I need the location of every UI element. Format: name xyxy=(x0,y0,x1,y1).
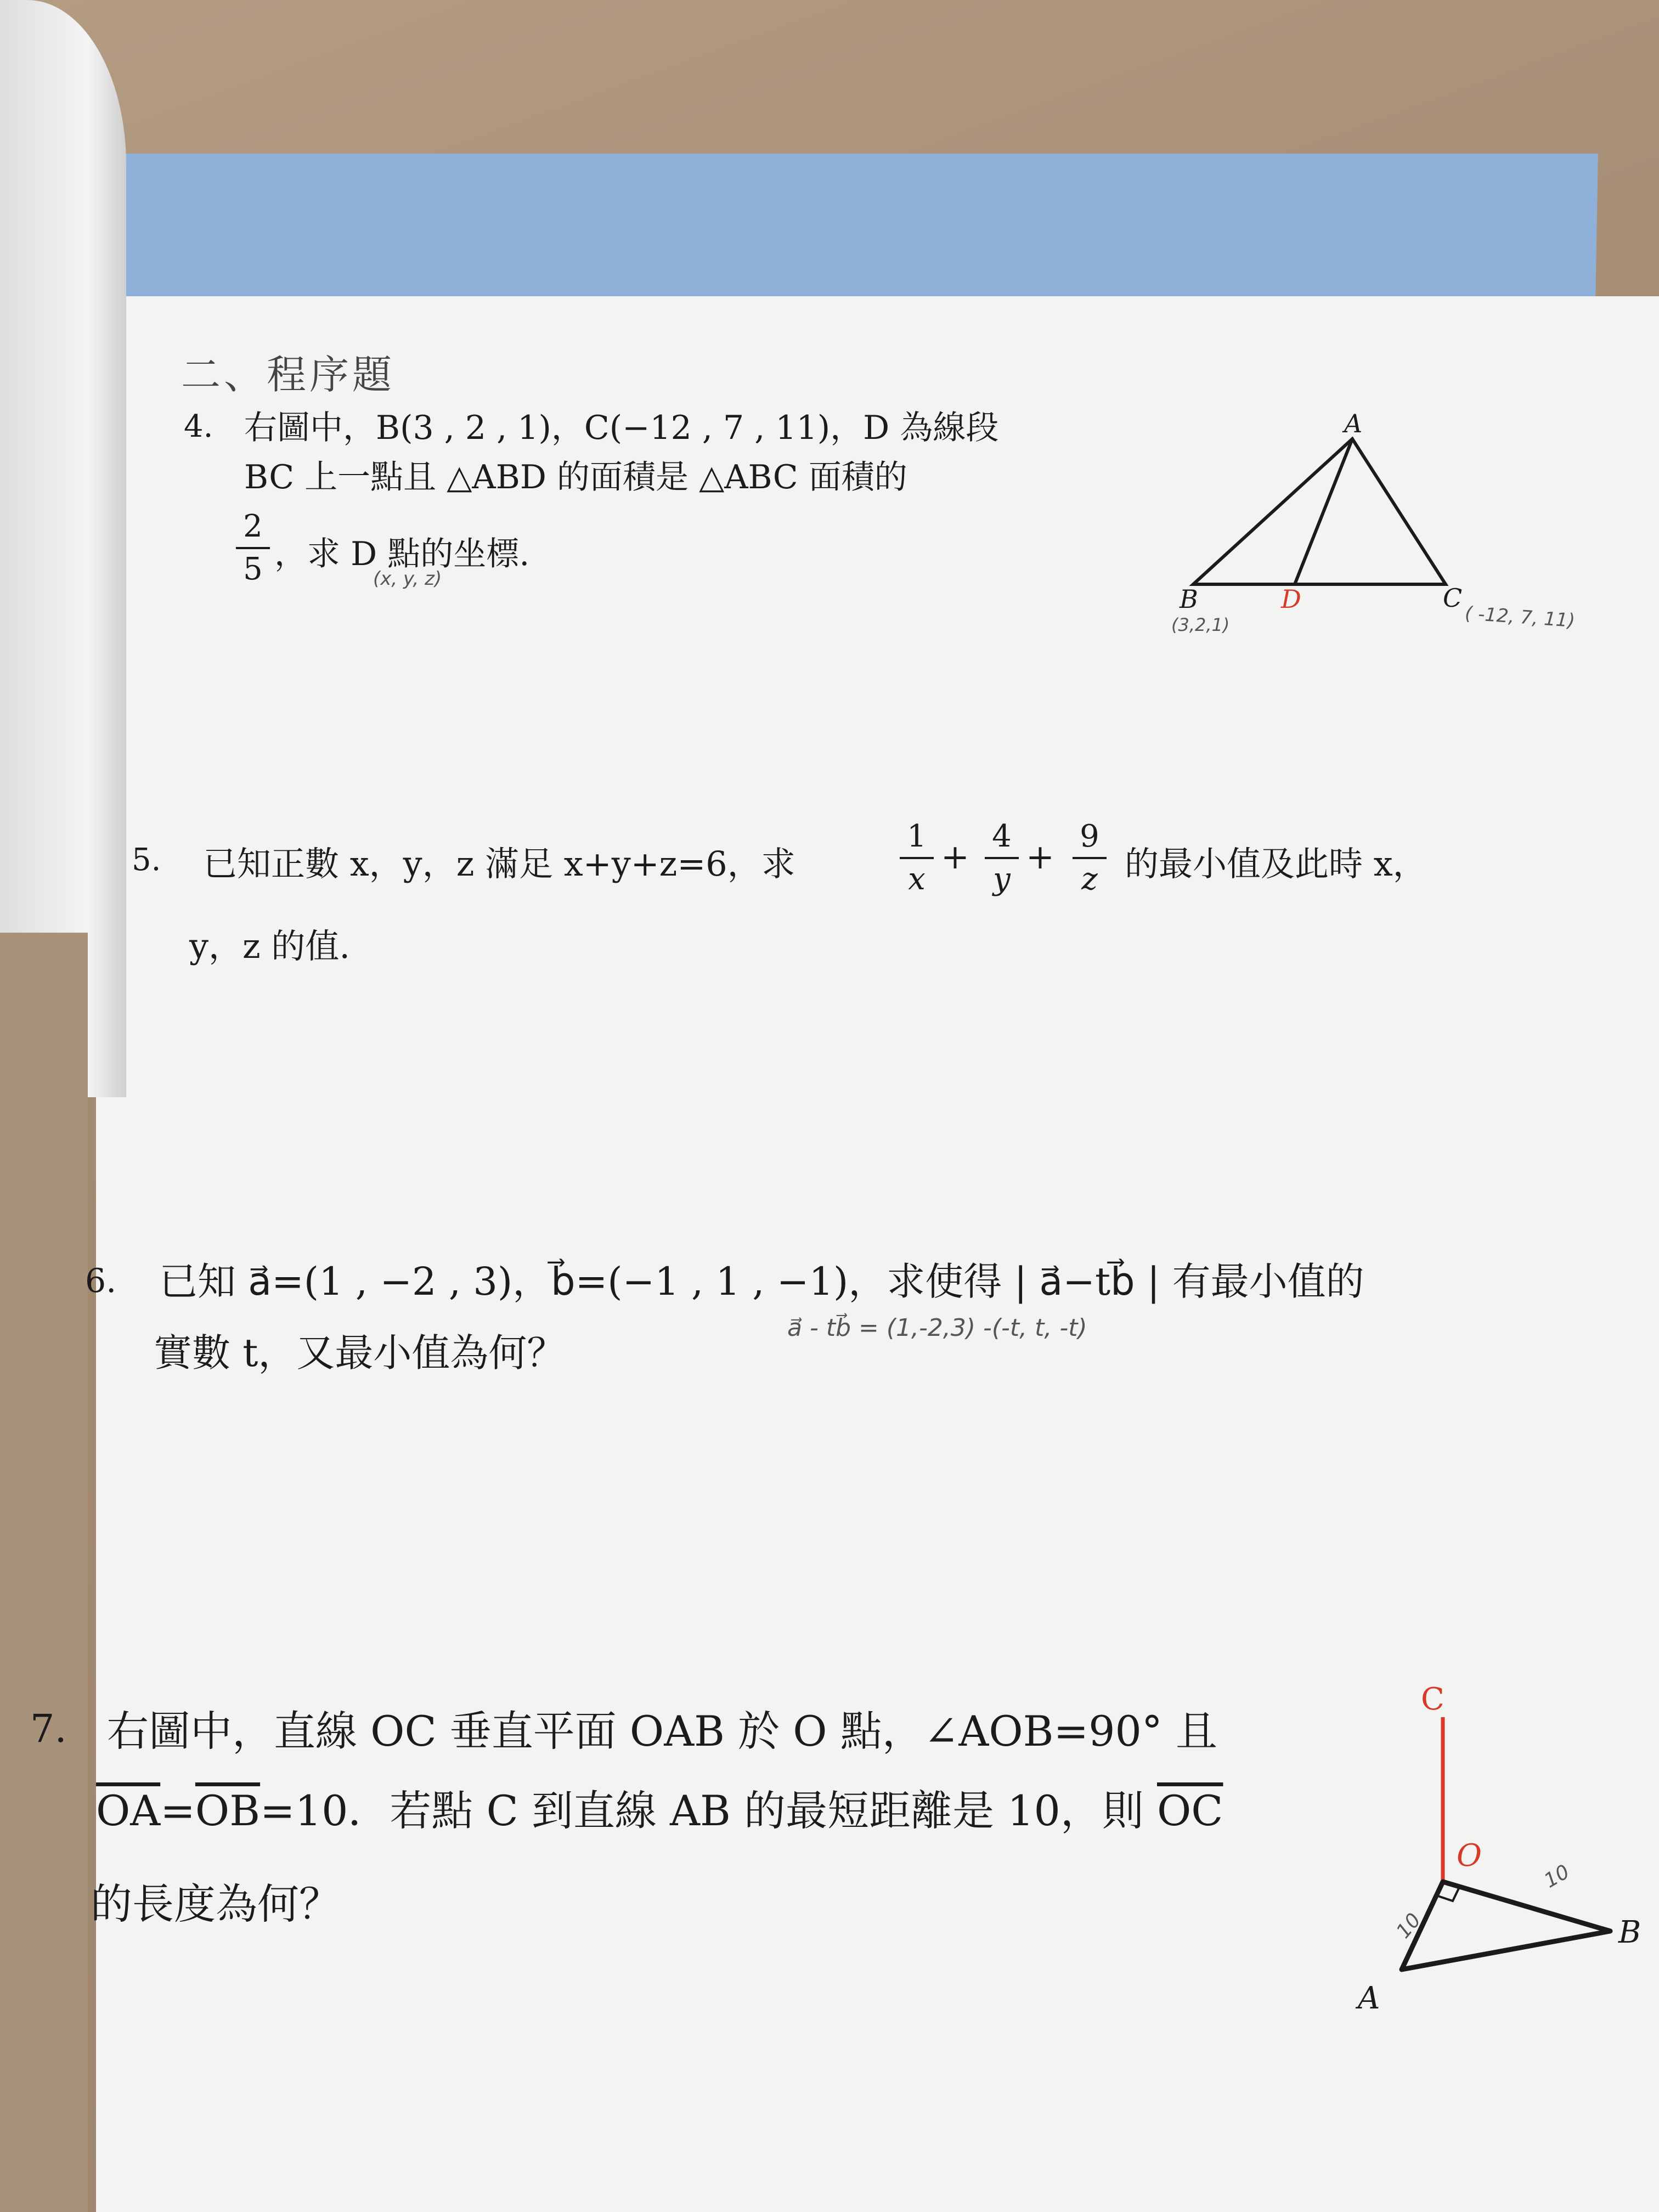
q6-line1: 已知 a⃗=(1 , −2 , 3)，b⃗=(−1 , 1 , −1)，求使得 | a⃗−tb⃗ | 有最小值的 xyxy=(159,1259,1364,1304)
q4-frac-den: 5 xyxy=(243,551,263,587)
q4-fraction xyxy=(236,507,270,589)
q4-line3: ，求 D 點的坐標. xyxy=(274,535,530,573)
q7-line1: 右圖中，直線 OC 垂直平面 OAB 於 O 點，∠AOB=90° 且 xyxy=(107,1707,1218,1756)
q5-number: 5. xyxy=(132,842,161,878)
fig4-label-a: A xyxy=(1344,409,1363,438)
fig7-hand-10-right: 10 xyxy=(1540,1860,1573,1893)
q5-frac2-den: y xyxy=(993,861,1011,897)
fig4-label-d: D xyxy=(1281,584,1301,614)
q7-line2-rest: =10．若點 C 到直線 AB 的最短距離是 10，則 xyxy=(260,1786,1144,1835)
fig4-hand-b: (3,2,1) xyxy=(1171,614,1230,635)
q7-number: 7. xyxy=(30,1706,67,1751)
q7-eq1: = xyxy=(160,1786,195,1835)
q6-line2: 實數 t，又最小值為何？ xyxy=(154,1330,566,1375)
q7-line2 xyxy=(96,1778,1223,1837)
q4-line2: BC 上一點且 △ABD 的面積是 △ABC 面積的 xyxy=(244,458,907,496)
fig4-label-c: C xyxy=(1443,583,1463,613)
fig7-hand-10-left: 10 xyxy=(1392,1909,1426,1943)
q6-handwritten: a⃗ - tb⃗ = (1,-2,3) -(-t, t, -t) xyxy=(787,1314,1087,1342)
q5-frac1-num: 1 xyxy=(907,819,927,854)
q4-frac-num: 2 xyxy=(243,509,263,544)
q7-line3: 的長度為何？ xyxy=(91,1880,341,1928)
section-title: 二、程序題 xyxy=(181,352,396,398)
q5-plus1: + xyxy=(941,837,969,877)
q5-line1-b: 的最小值及此時 x， xyxy=(1125,844,1427,884)
q5-frac1 xyxy=(900,817,934,899)
q5-frac3-num: 9 xyxy=(1080,819,1099,854)
fig7-label-o: O xyxy=(1457,1838,1482,1874)
q5-frac1-den: x xyxy=(908,861,926,897)
q5-line2: y，z 的值. xyxy=(189,926,351,966)
q6-number: 6. xyxy=(85,1262,117,1300)
fig7-label-a: A xyxy=(1358,1980,1380,2016)
fig4-hand-c: ( -12, 7, 11) xyxy=(1464,602,1576,632)
q5-plus2: + xyxy=(1026,837,1054,877)
q4-line1: 右圖中，B(3 , 2 , 1)，C(−12 , 7 , 11)，D 為線段 xyxy=(244,409,999,447)
q5-line1-a: 已知正數 x，y，z 滿足 x+y+z=6，求 xyxy=(203,844,795,884)
left-desk-strip xyxy=(0,933,88,2212)
q7-oa-segment: $\overline{OA}$ xyxy=(96,1786,161,1835)
q7-oc-segment: $\overline{OC}$ xyxy=(1157,1786,1223,1835)
q4-number: 4. xyxy=(184,409,213,444)
q4-handwritten-xyz: (x, y, z) xyxy=(373,568,442,590)
q7-ob-segment: $\overline{OB}$ xyxy=(195,1786,261,1835)
q5-frac2 xyxy=(985,817,1019,899)
q5-frac3 xyxy=(1073,817,1107,899)
q5-frac2-num: 4 xyxy=(992,819,1012,854)
fig7-label-b: B xyxy=(1618,1915,1641,1950)
fig7-label-c: C xyxy=(1421,1681,1444,1717)
fig4-label-b: B xyxy=(1180,584,1198,614)
q5-frac3-den: z xyxy=(1081,861,1098,897)
